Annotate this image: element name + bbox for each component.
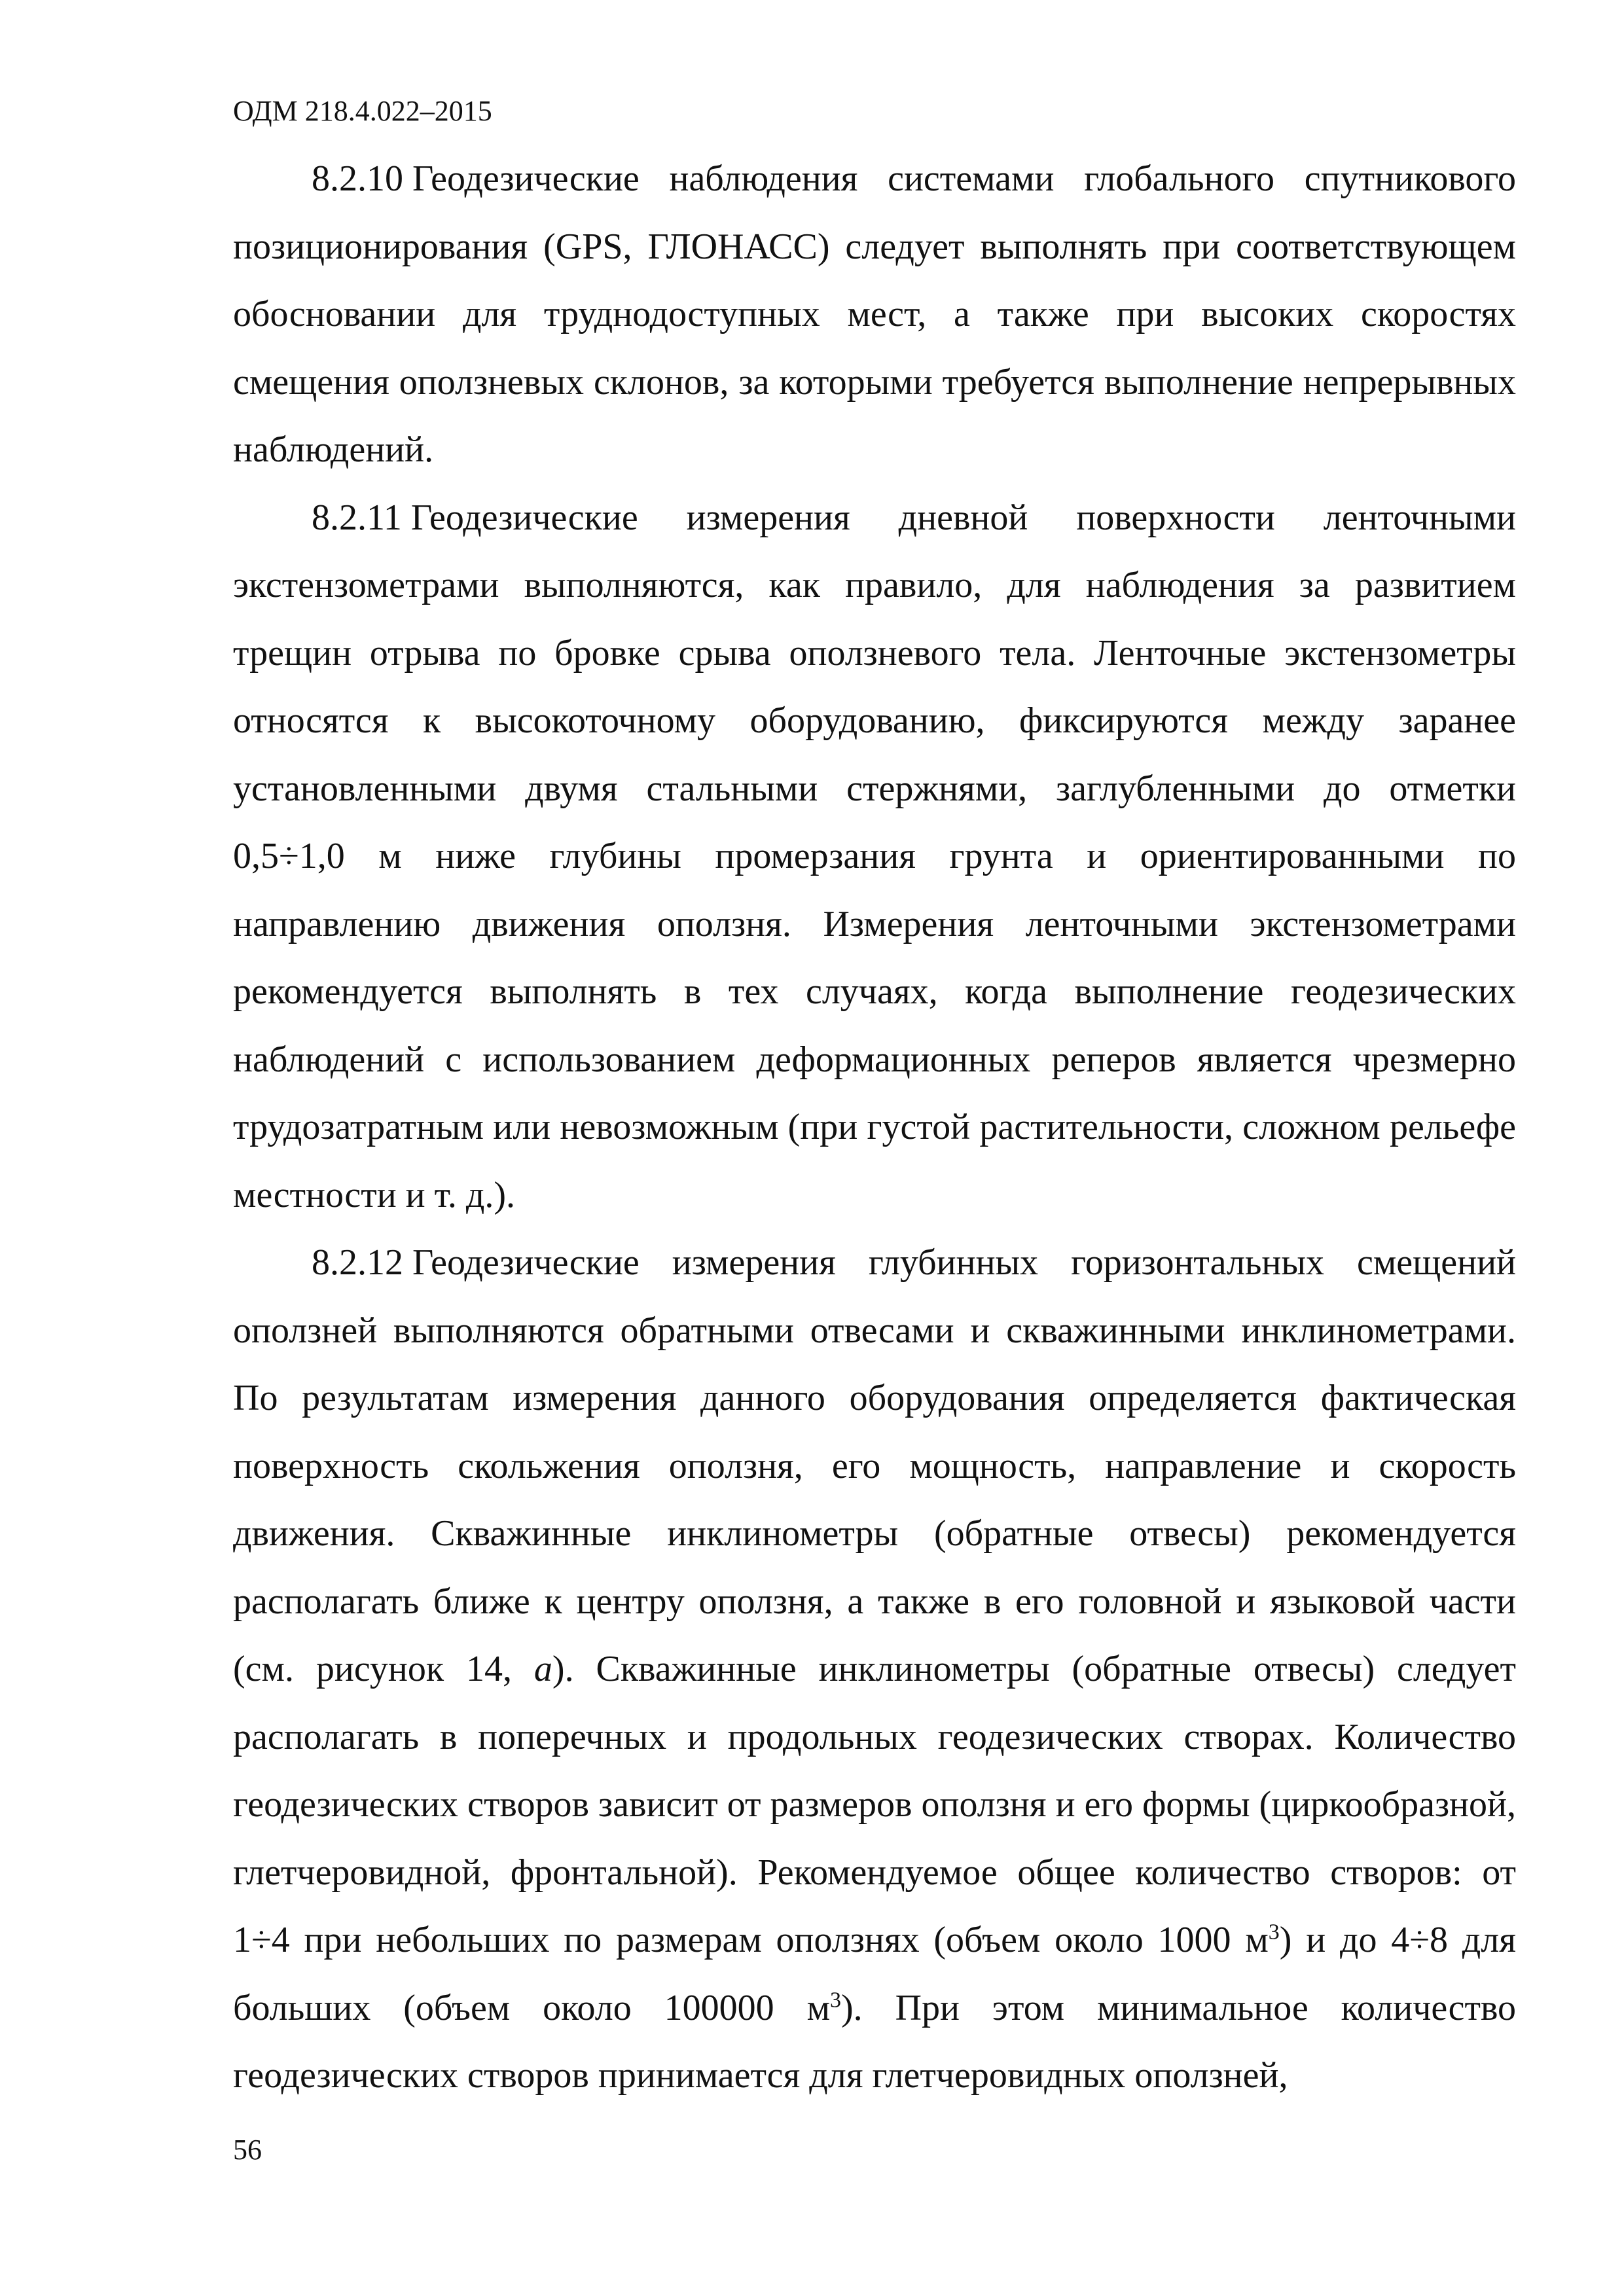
paragraph-text: Геодезические наблюдения системами глобального спутникового позиционирования (GPS, ГЛОНАСС) следует выполнять при соответствующем обосновании для труднодоступных мест, а также при высоких скоростях смещения оползневых склонов, за которыми требуется выполнение непрерывных наблюдений. (233, 158, 1516, 470)
paragraph-number: 8.2.12 (312, 1242, 403, 1283)
paragraph-text-part-4: ). При этом минимальное количество геодезических створов принимается для глетчеровидных оползней, (233, 1987, 1516, 2096)
paragraph-text: Геодезические измерения дневной поверхности ленточными экстензометрами выполняются, как правило, для наблюдения за развитием трещин отрыва по бровке срыва оползневого тела. Ленточные экстензометры относятся к высокоточному оборудованию, фиксируются между заранее установленными двумя стальными стержнями, заглубленными до отметки 0,5÷1,0 м ниже глубины промерзания грунта и ориентированными по направлению движения оползня. Измерения ленточными экстензометрами рекомендуется выполнять в тех случаях, когда выполнение геодезических наблюдений с использованием деформационных реперов является чрезмерно трудозатратным или невозможным (при густой растительности, сложном рельефе местности и т. д.). (233, 497, 1516, 1215)
superscript-cubic-1: 3 (1268, 1920, 1280, 1945)
paragraph-number: 8.2.10 (312, 158, 403, 199)
figure-reference-letter: а (533, 1649, 552, 1689)
paragraph-8-2-10 (233, 145, 1516, 484)
paragraph-8-2-11 (233, 484, 1516, 1230)
superscript-cubic-2: 3 (830, 1987, 842, 2012)
paragraph-text-part-1: Геодезические измерения глубинных горизонтальных смещений оползней выполняются обратными отвесами и скважинными инклинометрами. По результатам измерения данного оборудования определяется фактическая поверхность скольжения оползня, его мощность, направление и скорость движения. Скважинные инклинометры (обратные отвесы) рекомендуется располагать ближе к центру оползня, а также в его головной и языковой части (см. рисунок 14, (233, 1242, 1516, 1689)
paragraph-text-part-3: ) и до 4÷8 для больших (объем около 100000 м (233, 1920, 1516, 2028)
page-body (233, 145, 1516, 2110)
page-number: 56 (233, 2134, 262, 2166)
document-code-header: ОДМ 218.4.022–2015 (233, 95, 492, 127)
paragraph-8-2-12 (233, 1229, 1516, 2110)
paragraph-number: 8.2.11 (312, 497, 402, 538)
paragraph-text-part-2: ). Скважинные инклинометры (обратные отвесы) следует располагать в поперечных и продольных геодезических створах. Количество геодезических створов зависит от размеров оползня и его формы (циркообразной, глетчеровидной, фронтальной). Рекомендуемое общее количество створов: от 1÷4 при небольших по размерам оползнях (объем около 1000 м (233, 1649, 1517, 1960)
